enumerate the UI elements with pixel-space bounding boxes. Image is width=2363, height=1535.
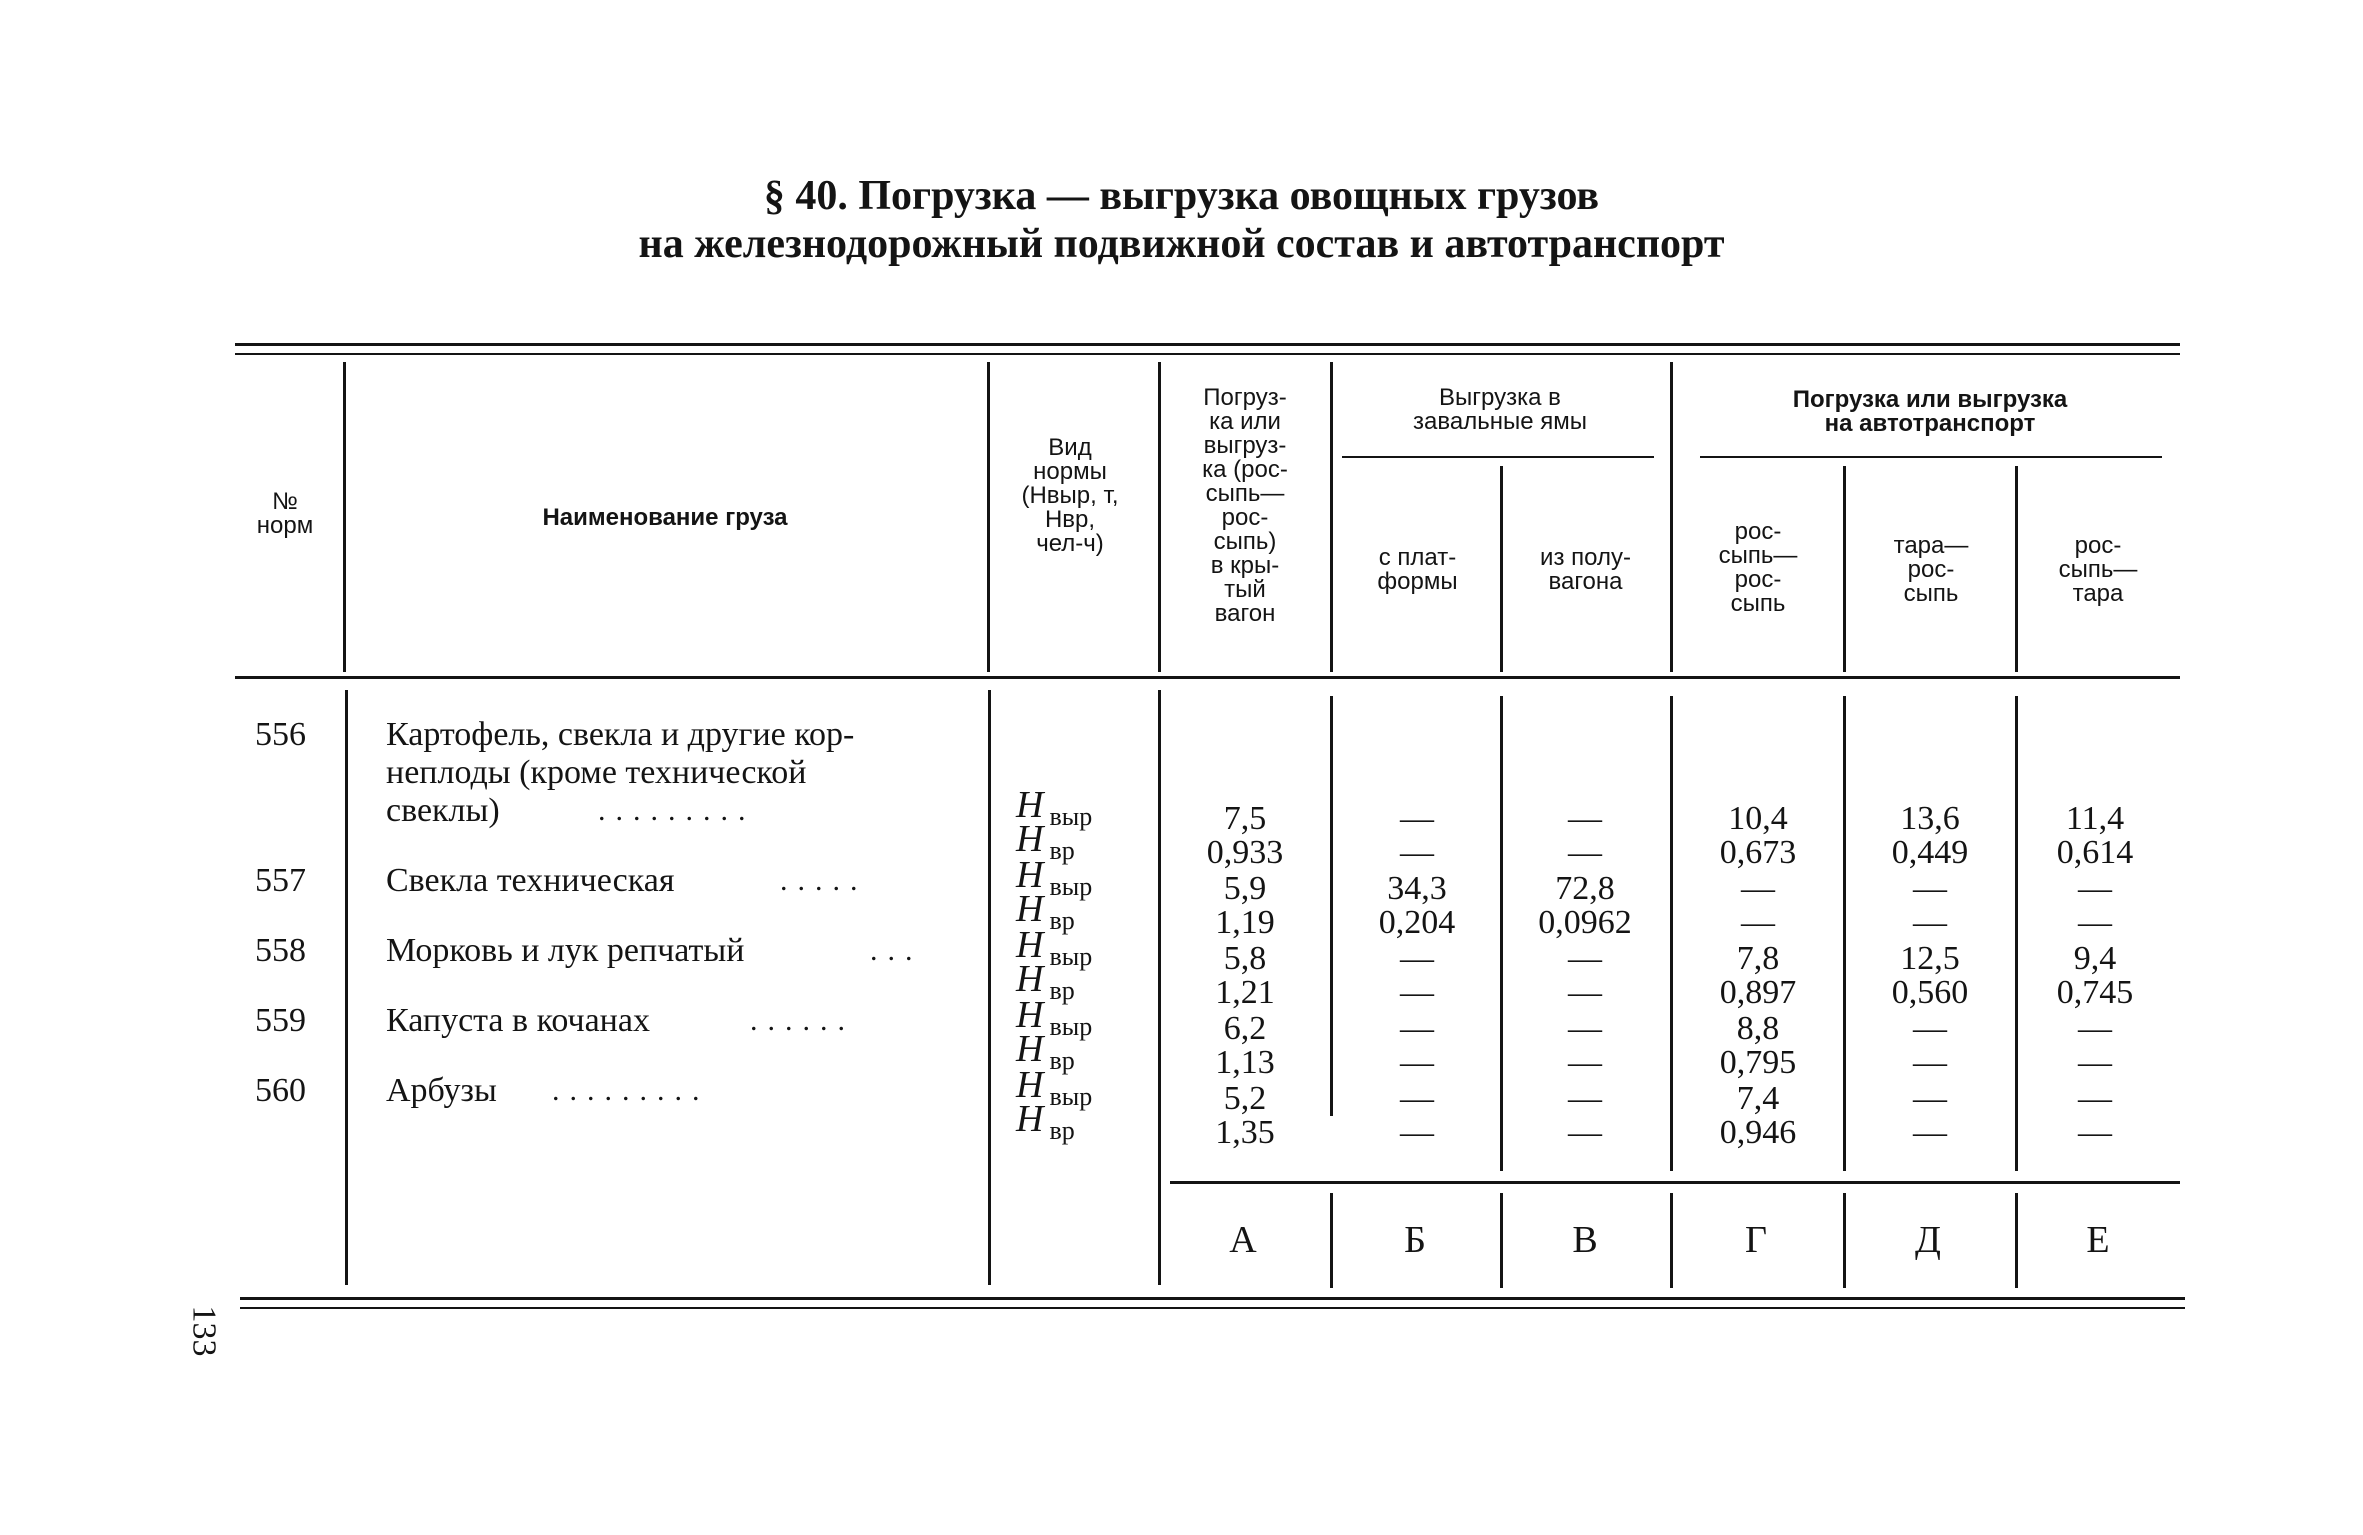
table-top-rule-2 <box>235 353 2180 355</box>
row-num-558: 558 <box>255 932 306 969</box>
cell-560-vyr-4: — <box>1913 1080 1947 1117</box>
cell-560-vyr-3: 7,4 <box>1736 1080 1780 1117</box>
header-group-b: Выгрузка в завальные ямы <box>1413 384 1587 435</box>
cell-559-vyr-3: 8,8 <box>1736 1010 1780 1047</box>
cell-560-vr-5: — <box>2078 1114 2112 1151</box>
v-header-1 <box>343 362 346 672</box>
cell-557-vr-1: 0,204 <box>1378 904 1456 941</box>
cell-558-vr-2: — <box>1568 974 1602 1011</box>
v-body-6 <box>1670 696 1673 1171</box>
cell-556-vyr-5: 11,4 <box>2065 800 2125 837</box>
row-num-559: 559 <box>255 1002 306 1039</box>
kind-vyr-556: Н $_{выр}$ <box>1016 784 1093 831</box>
cell-556-vyr-3: 10,4 <box>1728 800 1788 837</box>
header-col-v: из полу- вагона <box>1540 544 1631 595</box>
cell-559-vr-4: — <box>1913 1044 1947 1081</box>
cell-557-vyr-5: — <box>2078 870 2112 907</box>
cell-556-vr-2: — <box>1568 834 1602 871</box>
cell-557-vr-0: 1,19 <box>1215 904 1275 941</box>
header-kind: Вид нормы (Нвыр, т, Нвр, чел-ч) <box>1021 434 1119 557</box>
cell-560-vyr-5: — <box>2078 1080 2112 1117</box>
row-name-560: Арбузы <box>386 1072 497 1109</box>
cell-560-vyr-2: — <box>1568 1080 1602 1117</box>
letters-rule <box>1170 1181 2180 1184</box>
v-body-4 <box>1330 696 1333 1116</box>
cell-558-vyr-5: 9,4 <box>2073 940 2117 977</box>
cell-557-vyr-3: — <box>1741 870 1775 907</box>
cell-558-vr-5: 0,745 <box>2056 974 2134 1011</box>
v-body-7 <box>1843 696 1846 1171</box>
cell-558-vr-3: 0,897 <box>1719 974 1797 1011</box>
title-line-1: § 40. Погрузка — выгрузка овощных грузов <box>763 173 1600 219</box>
kind-vyr-558: Н $_{выр}$ <box>1016 924 1093 971</box>
v-body-3 <box>1158 690 1161 1285</box>
cell-560-vr-0: 1,35 <box>1215 1114 1275 1151</box>
cell-556-vr-3: 0,673 <box>1719 834 1797 871</box>
cell-557-vr-2: 0,0962 <box>1538 904 1632 941</box>
row-name-556: Картофель, свекла и другие кор- неплоды (кроме технической свеклы) <box>386 716 855 829</box>
cell-558-vr-4: 0,560 <box>1891 974 1969 1011</box>
cell-559-vr-0: 1,13 <box>1215 1044 1275 1081</box>
cell-560-vyr-0: 5,2 <box>1223 1080 1267 1117</box>
cell-559-vr-5: — <box>2078 1044 2112 1081</box>
v-body-5 <box>1500 696 1503 1171</box>
row-dots-560: ......... <box>552 1074 710 1107</box>
cell-558-vyr-0: 5,8 <box>1223 940 1267 977</box>
cell-559-vyr-4: — <box>1913 1010 1947 1047</box>
v-body-7b <box>1843 1193 1846 1288</box>
cell-559-vr-2: — <box>1568 1044 1602 1081</box>
kind-vyr-560: Н $_{выр}$ <box>1016 1064 1093 1111</box>
section-title <box>0 172 2363 268</box>
cell-556-vr-1: — <box>1400 834 1434 871</box>
letter-d: Д <box>1915 1219 1941 1261</box>
cell-556-vr-5: 0,614 <box>2056 834 2134 871</box>
header-name: Наименование груза <box>542 504 788 531</box>
cell-557-vyr-0: 5,9 <box>1223 870 1267 907</box>
v-header-6 <box>1670 362 1673 672</box>
row-dots-559: ...... <box>750 1004 855 1037</box>
v-body-4b <box>1330 1193 1333 1288</box>
header-col-d: тара— рос- сыпь <box>1893 532 1969 607</box>
cell-558-vyr-3: 7,8 <box>1736 940 1780 977</box>
row-dots-558: ... <box>870 934 923 967</box>
kind-vr-559: Н $_{вр}$ <box>1016 1028 1075 1075</box>
kind-vr-558: Н $_{вр}$ <box>1016 958 1075 1005</box>
cell-556-vyr-0: 7,5 <box>1223 800 1267 837</box>
v-body-2 <box>988 690 991 1285</box>
kind-vyr-559: Н $_{выр}$ <box>1016 994 1093 1041</box>
cell-559-vyr-2: — <box>1568 1010 1602 1047</box>
v-body-5b <box>1500 1193 1503 1288</box>
cell-557-vr-5: — <box>2078 904 2112 941</box>
row-name-558: Морковь и лук репчатый <box>386 932 745 969</box>
table-bottom-rule-2 <box>240 1307 2185 1309</box>
row-name-557: Свекла техническая <box>386 862 675 899</box>
cell-559-vr-1: — <box>1400 1044 1434 1081</box>
cell-560-vr-3: 0,946 <box>1719 1114 1797 1151</box>
table-bottom-rule <box>240 1297 2185 1300</box>
letter-e: Е <box>2086 1219 2110 1261</box>
v-header-4 <box>1330 362 1333 672</box>
cell-556-vr-0: 0,933 <box>1206 834 1284 871</box>
group-g-rule <box>1700 456 2162 458</box>
row-num-556: 556 <box>255 716 306 753</box>
letter-g: Г <box>1745 1219 1767 1261</box>
header-col-e: рос- сыпь— тара <box>2058 532 2138 607</box>
cell-557-vyr-1: 34,3 <box>1387 870 1447 907</box>
cell-560-vr-1: — <box>1400 1114 1434 1151</box>
row-num-560: 560 <box>255 1072 306 1109</box>
cell-559-vyr-0: 6,2 <box>1223 1010 1267 1047</box>
header-bottom-rule <box>235 676 2180 679</box>
cell-557-vyr-4: — <box>1913 870 1947 907</box>
cell-556-vyr-4: 13,6 <box>1900 800 1960 837</box>
cell-559-vr-3: 0,795 <box>1719 1044 1797 1081</box>
letter-v: В <box>1572 1219 1598 1261</box>
cell-557-vr-3: — <box>1741 904 1775 941</box>
cell-557-vyr-2: 72,8 <box>1555 870 1615 907</box>
table-top-rule <box>235 343 2180 346</box>
header-col-b: с плат- формы <box>1377 544 1458 595</box>
cell-556-vyr-1: — <box>1400 800 1434 837</box>
cell-557-vr-4: — <box>1913 904 1947 941</box>
cell-560-vr-2: — <box>1568 1114 1602 1151</box>
cell-560-vr-4: — <box>1913 1114 1947 1151</box>
row-num-557: 557 <box>255 862 306 899</box>
cell-556-vyr-2: — <box>1568 800 1602 837</box>
group-b-rule <box>1342 456 1654 458</box>
header-num: № норм <box>256 488 314 539</box>
row-dots-557: ..... <box>780 864 868 897</box>
cell-558-vr-1: — <box>1400 974 1434 1011</box>
header-group-g: Погрузка или выгрузка на автотранспорт <box>1792 386 2068 437</box>
letter-a: А <box>1229 1219 1257 1261</box>
cell-558-vyr-2: — <box>1568 940 1602 977</box>
title-line-2: на железнодорожный подвижной состав и автотранспорт <box>638 221 1725 267</box>
kind-vr-557: Н $_{вр}$ <box>1016 888 1075 935</box>
page-number: 133 <box>185 1305 223 1357</box>
header-col-g: рос- сыпь— рос- сыпь <box>1718 518 1798 617</box>
letter-b: Б <box>1404 1219 1426 1261</box>
cell-556-vr-4: 0,449 <box>1891 834 1969 871</box>
header-col-a: Погруз- ка или выгруз- ка (рос- сыпь— рос- сыпь) в кры- тый вагон <box>1202 384 1288 627</box>
row-name-559: Капуста в кочанах <box>386 1002 650 1039</box>
cell-559-vyr-5: — <box>2078 1010 2112 1047</box>
kind-vr-556: Н $_{вр}$ <box>1016 818 1075 865</box>
kind-vr-560: Н $_{вр}$ <box>1016 1098 1075 1145</box>
cell-559-vyr-1: — <box>1400 1010 1434 1047</box>
cell-558-vr-0: 1,21 <box>1215 974 1275 1011</box>
v-body-8b <box>2015 1193 2018 1288</box>
v-body-1 <box>345 690 348 1285</box>
kind-vyr-557: Н $_{выр}$ <box>1016 854 1093 901</box>
v-body-6b <box>1670 1193 1673 1288</box>
cell-558-vyr-4: 12,5 <box>1900 940 1960 977</box>
row-dots-556: ......... <box>598 794 756 827</box>
cell-558-vyr-1: — <box>1400 940 1434 977</box>
cell-560-vyr-1: — <box>1400 1080 1434 1117</box>
